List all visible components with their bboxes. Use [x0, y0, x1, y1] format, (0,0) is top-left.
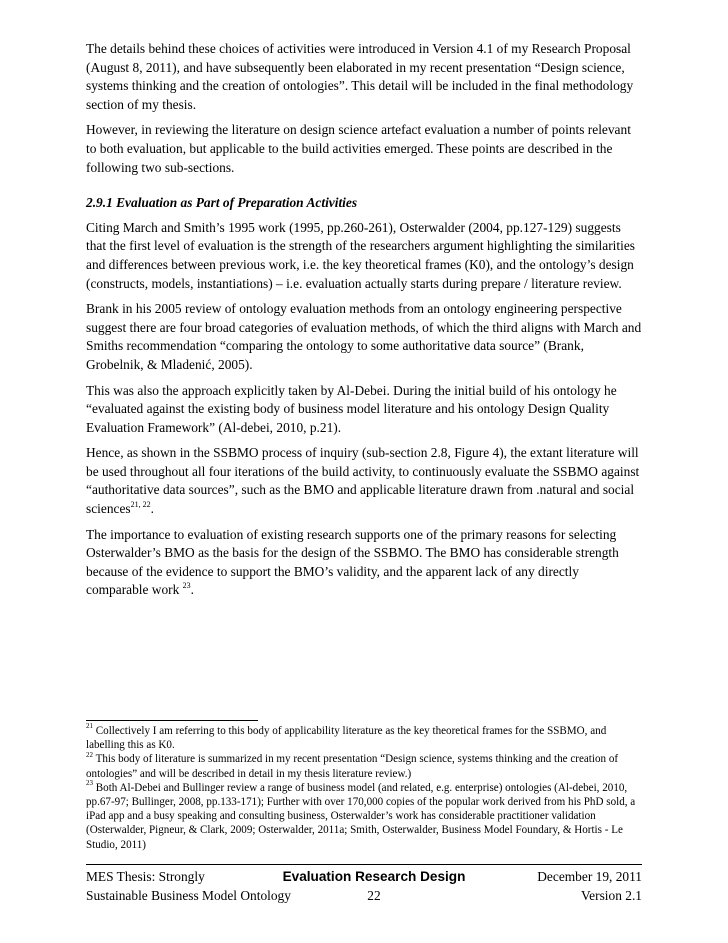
paragraph-6-end: .: [150, 501, 154, 517]
footnote-text: Collectively I am referring to this body of applicability literature as the key theoretical frames for the SSBMO, and labelling this as K0.: [86, 725, 607, 752]
footnote-number: 23: [86, 779, 93, 788]
paragraph-7-end: .: [190, 582, 195, 598]
footnote-divider: [86, 720, 258, 721]
paragraph-7: [86, 526, 642, 600]
footnote-text: This body of literature is summarized in my recent presentation “Design science, systems thinking and the creation of ontologies” and will be described in detail in my thesis literature review.): [86, 753, 619, 780]
page-footer: [86, 867, 642, 907]
section-heading: 2.9.1 Evaluation as Part of Preparation Activities: [86, 195, 358, 211]
paragraph-5: This was also the approach explicitly taken by Al-Debei. During the initial build of his ontology he “evaluated against the existing body of business model literature and his ontology Design Quality Evaluation Framework” (Al-debei, 2010, p.21).: [86, 382, 617, 435]
footnote-21: [86, 724, 642, 752]
footer-thesis-title-line2: Sustainable Business Model Ontology: [86, 888, 291, 903]
footer-divider: [86, 864, 642, 865]
footer-date: December 19, 2011: [537, 869, 642, 884]
page-body: [86, 40, 642, 600]
footnote-number: 21: [86, 722, 93, 731]
paragraph-1: The details behind these choices of activities were introduced in Version 4.1 of my Research Proposal (August 8, 2011), and have subsequently been elaborated in my recent presentation “Design science, systems thinking and the creation of ontologies”. This detail will be included in the final methodology section of my thesis.: [86, 41, 634, 112]
footer-section-title: Evaluation Research Design: [282, 869, 466, 884]
footnote-22: [86, 752, 642, 780]
paragraph-6: [86, 444, 642, 518]
footer-page-number: 22: [367, 888, 381, 903]
footnote-text: Both Al-Debei and Bullinger review a range of business model (and related, e.g. enterprise) ontologies (Al-debei, 2010, pp.67-97; Bullinger, 2008, pp.133-171); Further with over 170,000 copies of the popular work derived from his PhD sold, a iPad app and a busy speaking and consulting business, Osterwalder’s work has considerable practitioner validation (Osterwalder, Pigneur, & Clark, 2009; Osterwalder, 2011a; Smith, Osterwalder, Business Model Foundary, & Hortis - Le Studio, 2011): [86, 781, 636, 851]
paragraph-4: Brank in his 2005 review of ontology evaluation methods from an ontology engineering perspective suggest there are four broad categories of evaluation methods, of which the third aligns with March and Smiths recommendation “comparing the ontology to some authoritative data source” (Brank, Grobelnik, & Mladenić, 2005).: [86, 301, 642, 372]
paragraph-3: Citing March and Smith’s 1995 work (1995, pp.260-261), Osterwalder (2004, pp.127-129) suggests that the first level of evaluation is the strength of the researchers argument highlighting the similarities and differences between previous work, i.e. the key theoretical frames (K0), and the ontology’s design (constructs, models, instantiations) – i.e. evaluation actually starts during prepare / literature review.: [86, 219, 635, 291]
footer-version: Version 2.1: [581, 888, 642, 903]
paragraph-7-text: The importance to evaluation of existing research supports one of the primary reasons for selecting Osterwalder’s BMO as the basis for the design of the SSBMO. The BMO has considerable strength because of the evidence to support the BMO’s validity, and the apparent lack of any directly comparable work: [86, 526, 619, 598]
footer-thesis-title-line1: MES Thesis: Strongly: [86, 869, 205, 884]
footnote-ref-21-22[interactable]: 21, 22: [130, 499, 151, 509]
footnotes: [86, 724, 642, 852]
paragraph-6-text: Hence, as shown in the SSBMO process of inquiry (sub-section 2.8, Figure 4), the extant literature will be used throughout all four iterations of the build activity, to continuously evaluate the SSBMO against “authoritative data sources”, such as the BMO and applicable literature drawn from .natural and social sciences: [86, 445, 640, 517]
paragraph-2: However, in reviewing the literature on design science artefact evaluation a number of points relevant to both evaluation, but applicable to the build activities emerged. These points are described in the following two sub-sections.: [86, 122, 631, 175]
footnote-ref-23[interactable]: 23: [182, 580, 191, 590]
footnote-23: [86, 781, 642, 852]
footnote-number: 22: [86, 750, 93, 759]
